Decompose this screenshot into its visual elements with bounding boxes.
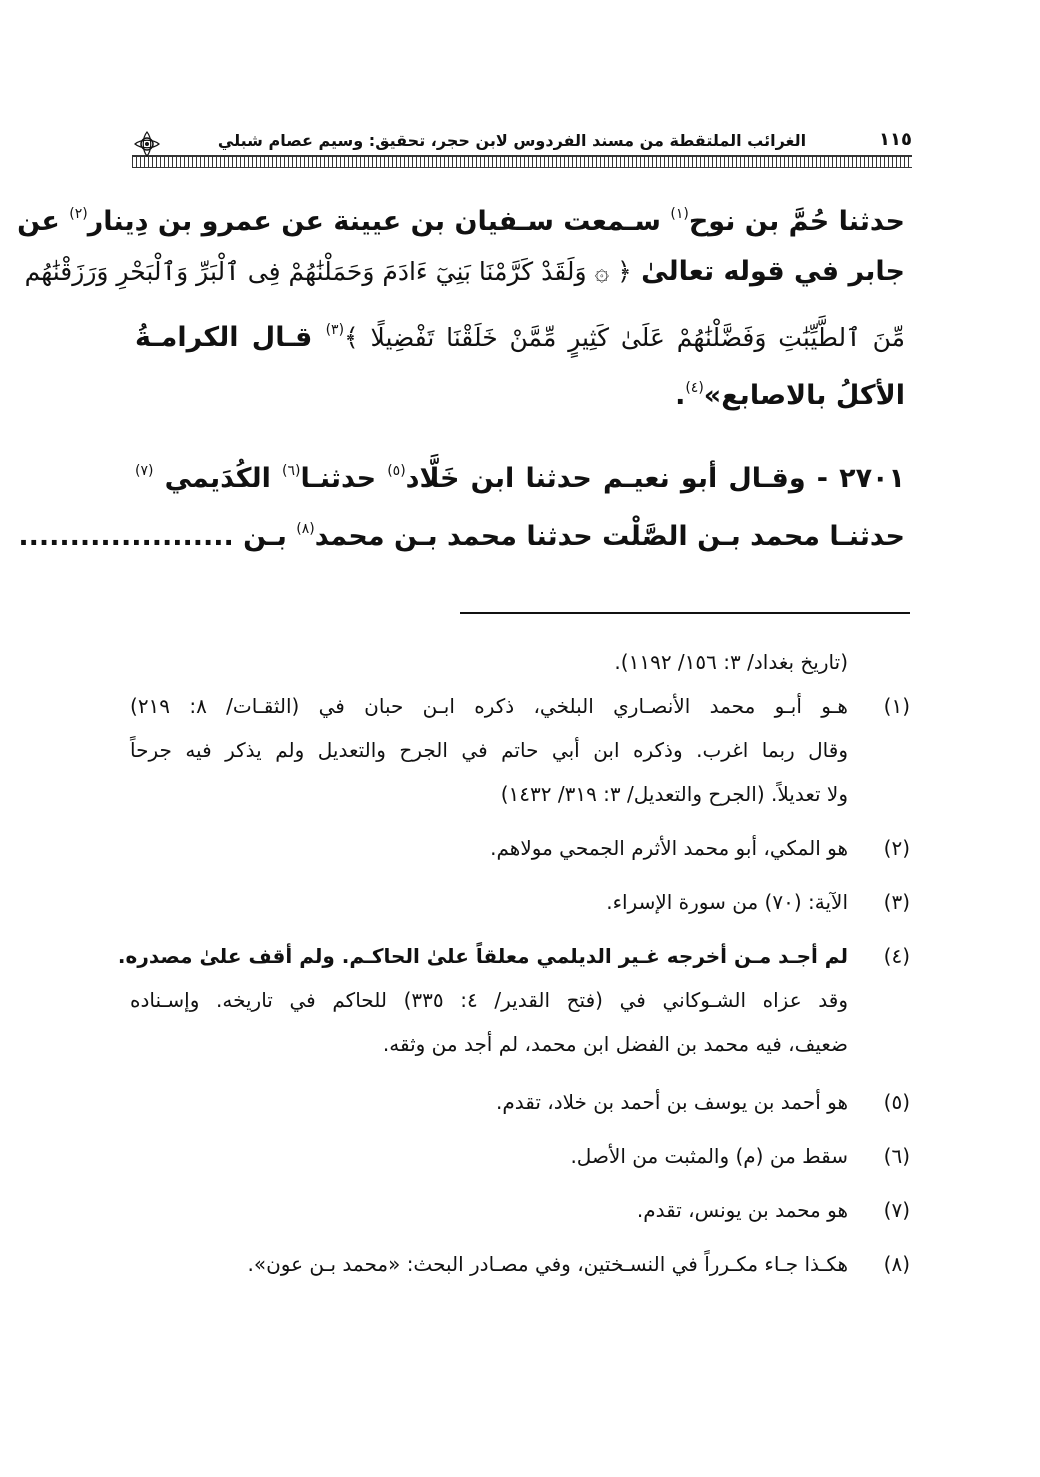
footnote-ref[interactable]: (٥) bbox=[387, 463, 406, 479]
footnote-1: (١) هـو أبـو محمد الأنصـاري البلخي، ذكره ابـن حبان في (الثقـات/ ٨: ٢١٩) وقال ربما اغرب. وذكره ابن أبي حاتم في الجرح والتعديل ولم يذكر فيه جرحاً ولا تعديلاً. (الجرح والتعديل/ ٣: ٣١٩/ ١٤٣٢) bbox=[130, 684, 910, 816]
footnote-number: (٤) bbox=[883, 944, 910, 968]
header-rule bbox=[132, 155, 912, 168]
footnote-number: (٥) bbox=[883, 1090, 910, 1114]
footnote-5: (٥) هو أحمد بن يوسف بن أحمد بن خلاد، تقدم. bbox=[130, 1080, 910, 1124]
footnote-8: (٨) هكـذا جـاء مكـرراً في النسـختين، وفي مصـادر البحث: «محمد بـن عون». bbox=[130, 1242, 910, 1286]
main-text bbox=[17, 185, 906, 558]
footnote-number: (٦) bbox=[883, 1144, 910, 1168]
footnote-3: (٣) الآية: (٧٠) من سورة الإسراء. bbox=[130, 880, 910, 924]
footnote-divider bbox=[460, 612, 910, 614]
footnote-number: (٢) bbox=[883, 836, 910, 860]
page-number: ١١٥ bbox=[879, 129, 912, 150]
footnote-2: (٢) هو المكي، أبو محمد الأثرم الجمحي مولاهم. bbox=[130, 826, 910, 870]
footnote-ref[interactable]: (٤) bbox=[685, 380, 704, 396]
text-line: مِّنَ ٱلطَّيِّبَٰتِ وَفَضَّلْنَٰهُمْ عَلَىٰ كَثِيرٍ مِّمَّنْ خَلَقْنَا تَفْضِيلًا ﴾$^{(٣)}$ قـال الكرامـةُ bbox=[135, 322, 905, 353]
footnotes bbox=[117, 640, 910, 1286]
footnote-ref[interactable]: (٧) bbox=[135, 463, 154, 479]
footnote-7: (٧) هو محمد بن يونس، تقدم. bbox=[130, 1188, 910, 1232]
footnote-number: (٧) bbox=[883, 1198, 910, 1222]
text-line: الأكلُ بالاصابع»$^{(٤)}$. bbox=[675, 380, 905, 411]
footnote-ref[interactable]: (٢) bbox=[69, 206, 88, 222]
page-header bbox=[132, 125, 912, 171]
footnote-ref[interactable]: (٦) bbox=[282, 463, 301, 479]
footnote-6: (٦) سقط من (م) والمثبت من الأصل. bbox=[130, 1134, 910, 1178]
quran-verse: ﴿ ۞ وَلَقَدْ كَرَّمْنَا بَنِيٓ ءَادَمَ وَحَمَلْنَٰهُمْ فِى ٱلْبَرِّ وَٱلْبَحْرِ وَرَزَقْنَٰهُم bbox=[24, 257, 632, 286]
text-line: جابر في قوله تعالىٰ ﴿ ۞ وَلَقَدْ كَرَّمْنَا بَنِيٓ ءَادَمَ وَحَمَلْنَٰهُمْ فِى ٱلْبَرِّ وَٱلْبَحْرِ وَرَزَقْنَٰهُم bbox=[24, 256, 905, 287]
footnote-ref[interactable]: (١) bbox=[670, 206, 689, 222]
footnote-continuation: (تاريخ بغداد/ ٣: ١٥٦/ ١١٩٢). bbox=[614, 650, 848, 674]
footnote-ref[interactable]: (٨) bbox=[296, 521, 315, 537]
footnote-number: (٨) bbox=[883, 1252, 910, 1276]
running-title: الغرائب الملتقطة من مسند الفردوس لابن حجر، تحقيق: وسيم عصام شبلي bbox=[217, 131, 807, 150]
footnote-ref[interactable]: (٣) bbox=[325, 322, 345, 338]
text-line: حدثنـا محمد بـن الصَّلْت حدثنا محمد بـن محمد$^{(٨)}$ بـن ..................... bbox=[18, 521, 905, 552]
quran-verse: مِّنَ ٱلطَّيِّبَٰتِ وَفَضَّلْنَٰهُمْ عَلَىٰ كَثِيرٍ مِّمَّنْ خَلَقْنَا تَفْضِيلًا ﴾ bbox=[344, 323, 905, 352]
footnote-4: (٤) لم أجـد مـن أخرجه غـير الديلمي معلقاً علىٰ الحاكـم. ولم أقف علىٰ مصدره. وقد عزاه الشـوكاني في (فتح القدير/ ٤: ٣٣٥) للحاكم في تاريخه. وإسـناده ضعيف، فيه محمد بن الفضل ابن محمد، لم أجد من وثقه. bbox=[130, 934, 910, 1066]
text-line: ٢٧٠١ - وقـال أبو نعيـم حدثنا ابن خَلَّاد$^{(٥)}$ حدثنـا$^{(٦)}$ الكُدَيمي $^{(٧)}$ bbox=[135, 463, 906, 494]
text-line: حدثنا حُمَّ بن نوح$^{(١)}$ سـمعت سـفيان بن عيينة عن عمرو بن دِينار$^{(٢)}$ عن bbox=[17, 206, 905, 237]
footnote-number: (٣) bbox=[883, 890, 910, 914]
footnote-number: (١) bbox=[883, 694, 910, 718]
